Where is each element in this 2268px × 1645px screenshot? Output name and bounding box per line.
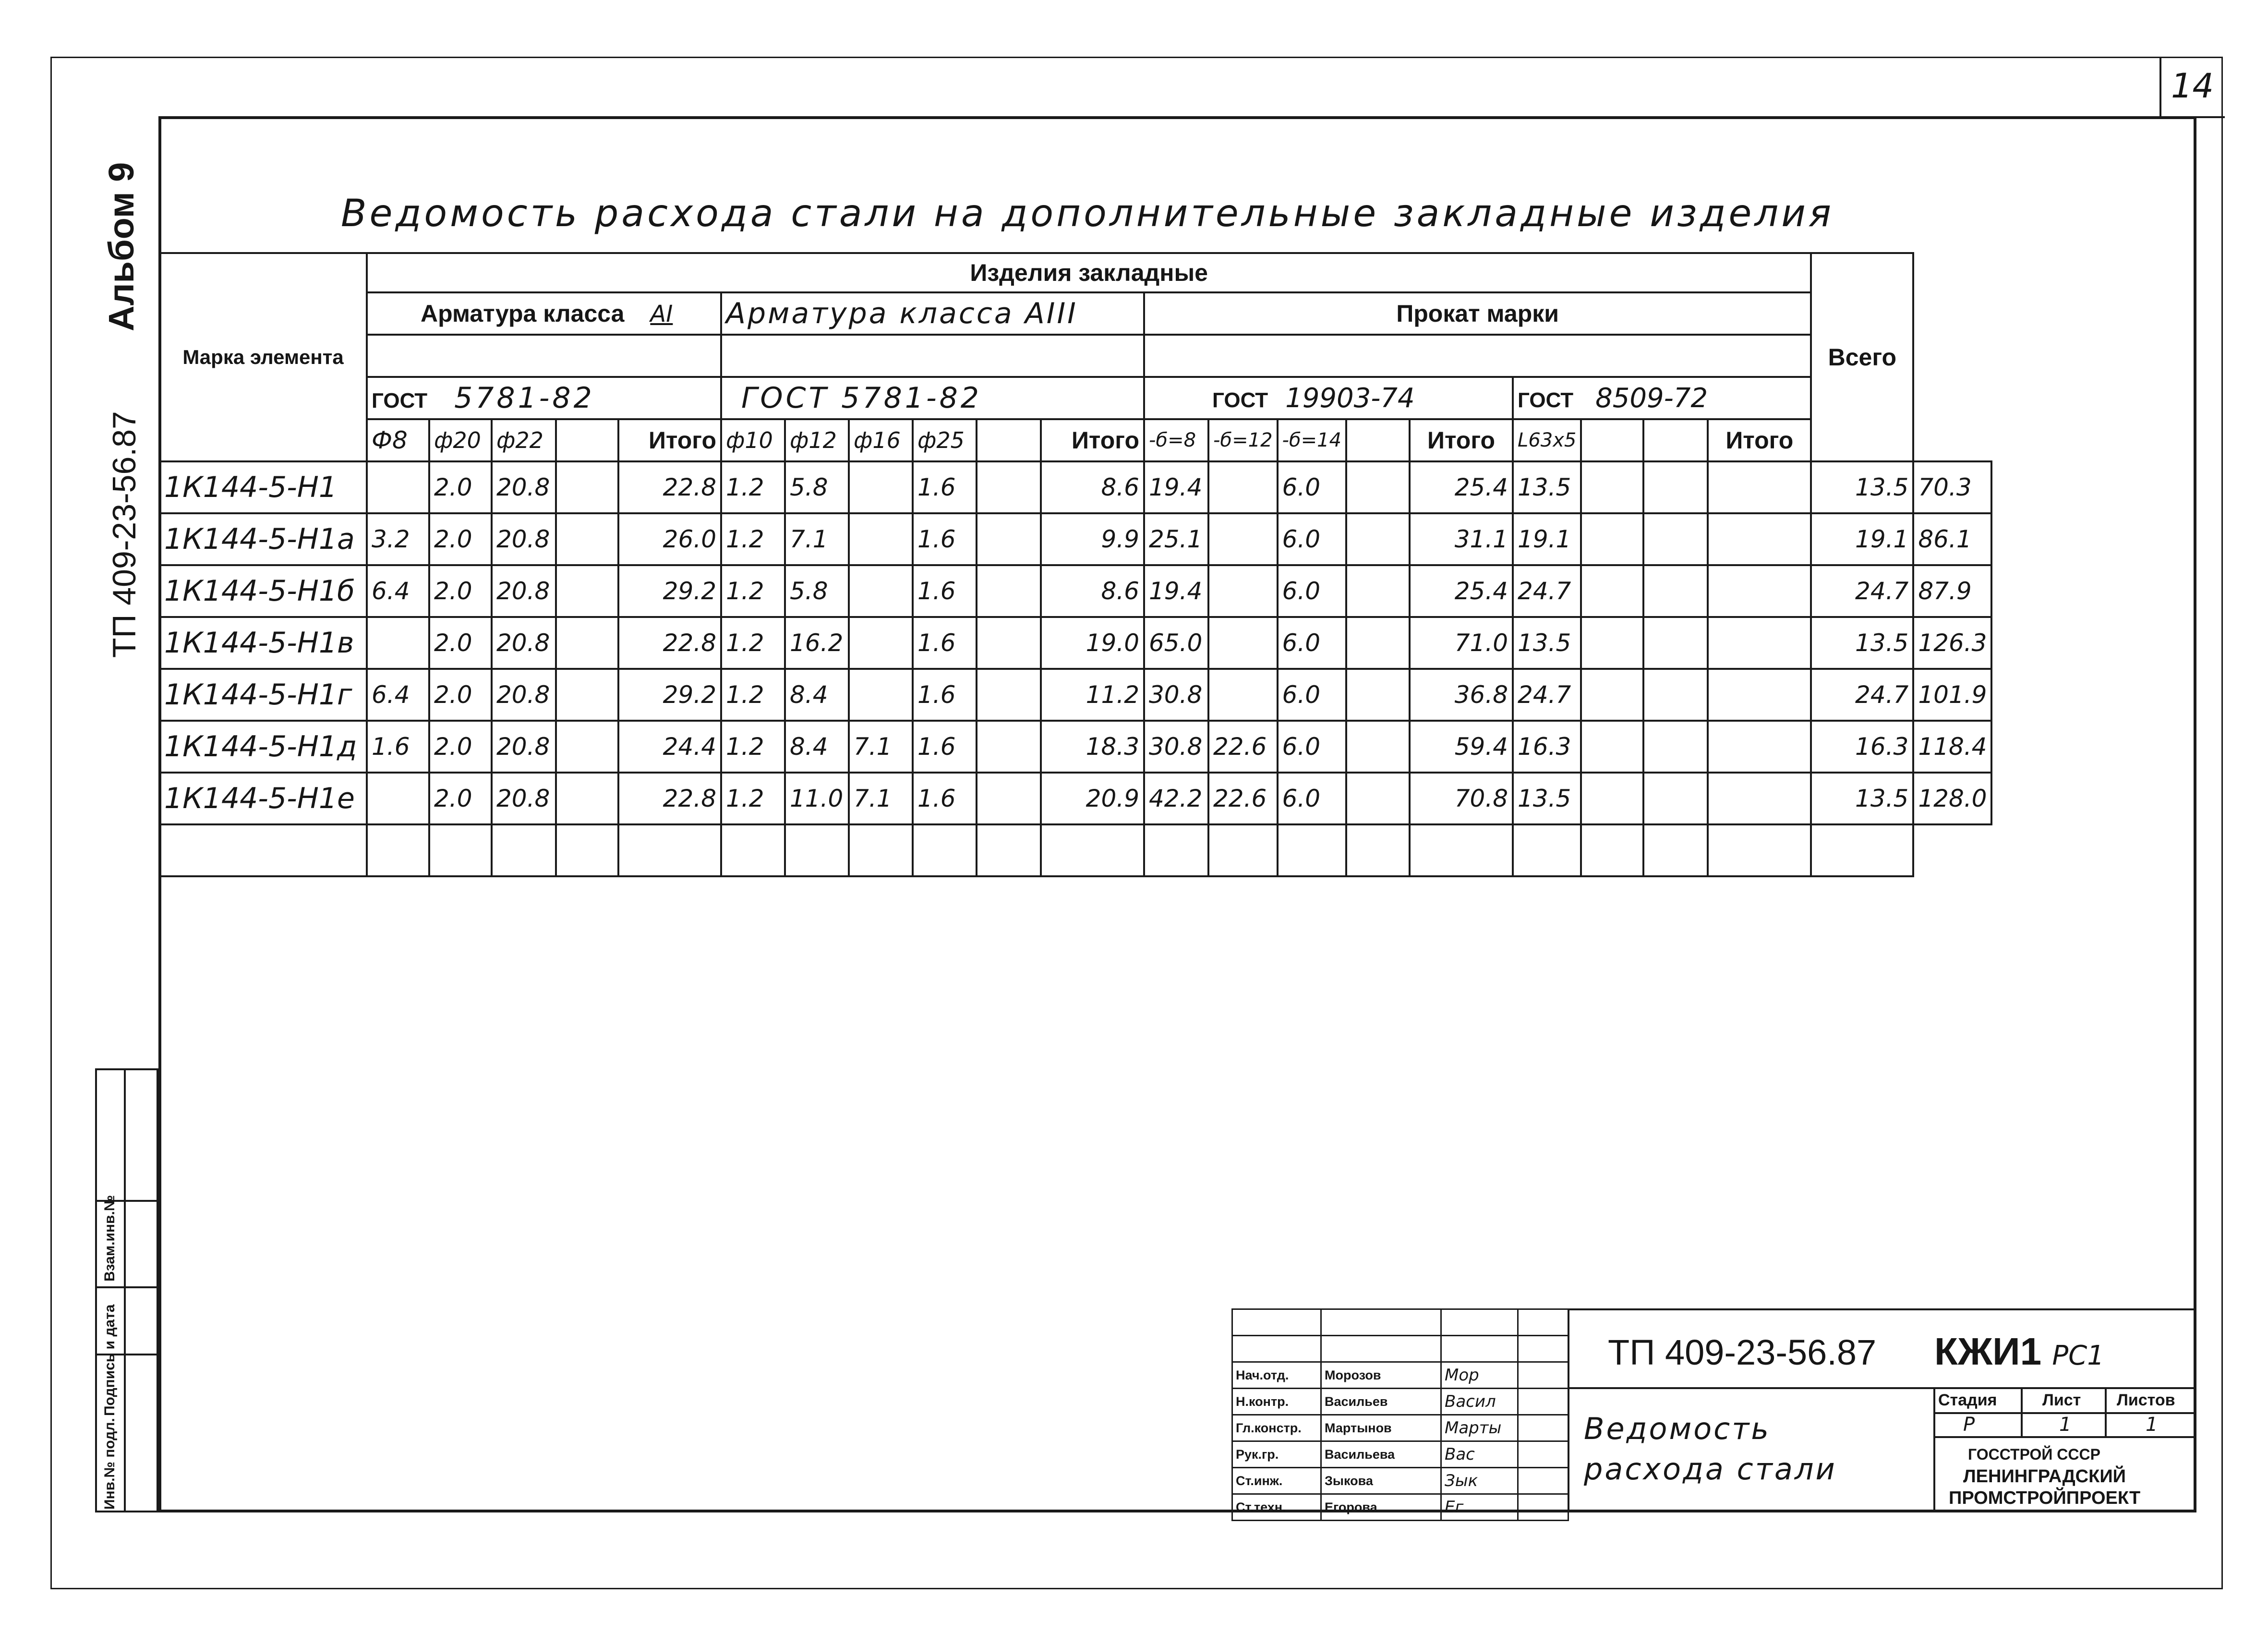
- table-cell: 22.8: [618, 617, 721, 669]
- title-block-person-row: [1232, 1415, 1568, 1441]
- title-block-main: [1568, 1308, 2196, 1512]
- table-cell: [849, 513, 913, 565]
- table-cell: 1.6: [913, 669, 977, 721]
- person-role: Нач.отд.: [1232, 1362, 1321, 1389]
- table-cell: 25.4: [1410, 461, 1513, 513]
- table-cell: 6.0: [1278, 617, 1347, 669]
- table-cell: 20.8: [492, 565, 556, 617]
- person-role: Рук.гр.: [1232, 1441, 1321, 1468]
- table-cell: 20.8: [492, 513, 556, 565]
- table-cell: 1.6: [913, 721, 977, 773]
- table-cell: 24.4: [618, 721, 721, 773]
- sheet-number-box: [2159, 57, 2225, 118]
- table-cell: [1346, 669, 1410, 721]
- table-cell: 13.5: [1811, 773, 1913, 824]
- side-stamp: [95, 1068, 158, 1512]
- table-cell: 1.6: [913, 565, 977, 617]
- table-cell: 1.6: [367, 721, 429, 773]
- table-cell: 31.1: [1410, 513, 1513, 565]
- row-mark: 1К144-5-Н1г: [159, 669, 367, 721]
- table-cell: 24.7: [1811, 669, 1913, 721]
- table-cell: 7.1: [849, 721, 913, 773]
- title-block-people: [1231, 1308, 1569, 1521]
- title-block-person-row: [1232, 1389, 1568, 1415]
- table-row: [159, 669, 1991, 721]
- table-cell: 2.0: [429, 669, 492, 721]
- table-row: [159, 721, 1991, 773]
- table-cell: [849, 669, 913, 721]
- table-cell: [1708, 513, 1811, 565]
- table-cell: [1346, 721, 1410, 773]
- stage-value: Р: [1963, 1414, 1975, 1436]
- table-cell: 5.8: [785, 461, 849, 513]
- table-cell: 24.7: [1513, 669, 1581, 721]
- table-cell: 11.0: [785, 773, 849, 824]
- table-cell: [1208, 565, 1278, 617]
- title-block-person-row: [1232, 1468, 1568, 1494]
- table-cell: [977, 617, 1041, 669]
- table-cell: [849, 565, 913, 617]
- table-cell: [977, 721, 1041, 773]
- table-cell: [1643, 773, 1708, 824]
- person-sign: Мор: [1441, 1362, 1518, 1389]
- table-cell: [1708, 773, 1811, 824]
- table-cell: 30.8: [1144, 721, 1208, 773]
- table-cell: [1643, 617, 1708, 669]
- subheader-row: Ф8 ф20 ф22 Итого ф10 ф12 ф16 ф25 Итого -б=8 -б=12 -б=14 Итого L63х5 Итого: [159, 419, 1991, 461]
- table-cell: [1643, 461, 1708, 513]
- table-cell: [1581, 565, 1643, 617]
- table-cell: [849, 617, 913, 669]
- table-cell: [1208, 461, 1278, 513]
- table-cell: 18.3: [1041, 721, 1144, 773]
- org-line-2: ЛЕНИНГРАДСКИЙ: [1963, 1466, 2126, 1487]
- table-cell: 2.0: [429, 461, 492, 513]
- person-sign: Марты: [1441, 1415, 1518, 1441]
- table-cell: 9.9: [1041, 513, 1144, 565]
- table-cell: 70.8: [1410, 773, 1513, 824]
- table-cell: [1708, 565, 1811, 617]
- table-cell: 5.8: [785, 565, 849, 617]
- person-name: Васильева: [1321, 1441, 1441, 1468]
- drawing-mark: КЖИ1 РС1: [1934, 1330, 2104, 1373]
- table-cell: [977, 669, 1041, 721]
- table-cell: 1.6: [913, 617, 977, 669]
- sheet-title: Ведомость расхода стали на дополнительные закладные изделия: [341, 192, 1834, 235]
- table-cell: 1.2: [721, 513, 785, 565]
- g2-title: Арматура класса АIII: [721, 292, 1144, 335]
- table-cell: 20.8: [492, 617, 556, 669]
- table-cell: [1708, 617, 1811, 669]
- table-cell: 16.3: [1811, 721, 1913, 773]
- table-cell: [1346, 773, 1410, 824]
- table-row: [159, 565, 1991, 617]
- table-cell: 1.2: [721, 721, 785, 773]
- stamp-vzam-inv: Взам.инв.№: [102, 1195, 118, 1282]
- g1-title: Арматура класса АI: [367, 292, 721, 335]
- table-cell: 2.0: [429, 773, 492, 824]
- table-cell: [1581, 721, 1643, 773]
- title-block-person-row: [1232, 1494, 1568, 1521]
- table-row: [159, 513, 1991, 565]
- person-name: Васильев: [1321, 1389, 1441, 1415]
- table-cell: 19.4: [1144, 461, 1208, 513]
- table-cell: [1346, 617, 1410, 669]
- table-cell: 1.2: [721, 461, 785, 513]
- table-cell: 19.1: [1513, 513, 1581, 565]
- table-cell: [556, 773, 618, 824]
- table-cell: 16.3: [1513, 721, 1581, 773]
- col-marka-header: Марка элемента: [159, 253, 367, 461]
- row-mark: 1К144-5-Н1б: [159, 565, 367, 617]
- table-cell: [1581, 513, 1643, 565]
- row-total: 118.4: [1913, 721, 1991, 773]
- table-cell: 1.6: [913, 513, 977, 565]
- table-cell: 6.4: [367, 669, 429, 721]
- table-row: [159, 773, 1991, 824]
- table-cell: [977, 461, 1041, 513]
- sheet-label: Лист: [2042, 1391, 2081, 1409]
- table-cell: [849, 461, 913, 513]
- table-cell: [1643, 565, 1708, 617]
- table-cell: 2.0: [429, 721, 492, 773]
- table-cell: 19.1: [1811, 513, 1913, 565]
- person-name: Зыкова: [1321, 1468, 1441, 1494]
- person-role: Ст.техн.: [1232, 1494, 1321, 1521]
- table-cell: 22.8: [618, 461, 721, 513]
- stamp-inv-podl: Инв.№ подл.: [102, 1418, 118, 1510]
- table-cell: [367, 773, 429, 824]
- org-line-1: ГОССТРОЙ СССР: [1968, 1446, 2100, 1463]
- table-cell: 20.8: [492, 461, 556, 513]
- person-sign: Ег: [1441, 1494, 1518, 1521]
- table-cell: 6.0: [1278, 721, 1347, 773]
- table-cell: [1581, 773, 1643, 824]
- table-cell: 22.6: [1208, 773, 1278, 824]
- table-cell: [1208, 617, 1278, 669]
- row-mark: 1К144-5-Н1а: [159, 513, 367, 565]
- table-cell: [556, 565, 618, 617]
- table-cell: [367, 461, 429, 513]
- table-cell: 24.7: [1513, 565, 1581, 617]
- row-mark: 1К144-5-Н1д: [159, 721, 367, 773]
- stage-label: Стадия: [1938, 1391, 1997, 1409]
- table-cell: 36.8: [1410, 669, 1513, 721]
- table-cell: [1581, 669, 1643, 721]
- table-cell: 8.6: [1041, 461, 1144, 513]
- group-header: Изделия закладные: [367, 253, 1811, 292]
- g1-gost: ГОСТ 5781-82: [367, 377, 721, 419]
- sheets-value: 1: [2146, 1414, 2158, 1436]
- table-cell: 59.4: [1410, 721, 1513, 773]
- stamp-signature-date: Подпись и дата: [102, 1304, 118, 1416]
- table-cell: 11.2: [1041, 669, 1144, 721]
- table-cell: 3.2: [367, 513, 429, 565]
- album-label: Альбом 9: [101, 162, 141, 331]
- table-cell: 2.0: [429, 565, 492, 617]
- row-mark: 1К144-5-Н1в: [159, 617, 367, 669]
- table-cell: [1208, 669, 1278, 721]
- table-cell: 20.8: [492, 669, 556, 721]
- table-cell: 13.5: [1513, 617, 1581, 669]
- table-cell: 8.4: [785, 721, 849, 773]
- table-cell: [1708, 721, 1811, 773]
- row-total: 87.9: [1913, 565, 1991, 617]
- data-rows: [159, 461, 1991, 876]
- table-cell: 22.8: [618, 773, 721, 824]
- table-cell: 13.5: [1513, 461, 1581, 513]
- col-total-header: Всего: [1811, 253, 1913, 461]
- row-total: 70.3: [1913, 461, 1991, 513]
- row-total: 86.1: [1913, 513, 1991, 565]
- table-cell: 8.4: [785, 669, 849, 721]
- table-cell: 30.8: [1144, 669, 1208, 721]
- org-line-3: ПРОМСТРОЙПРОЕКТ: [1949, 1488, 2141, 1508]
- g3-title: Прокат марки: [1144, 292, 1811, 335]
- g1-class: АI: [650, 301, 673, 327]
- table-cell: 19.0: [1041, 617, 1144, 669]
- table-cell: 13.5: [1811, 461, 1913, 513]
- table-cell: 8.6: [1041, 565, 1144, 617]
- table-cell: [977, 513, 1041, 565]
- sheet-value: 1: [2059, 1414, 2072, 1436]
- table-cell: 1.6: [913, 773, 977, 824]
- g3a-gost: ГОСТ 19903-74: [1144, 377, 1513, 419]
- table-cell: [1346, 461, 1410, 513]
- table-cell: 22.6: [1208, 721, 1278, 773]
- person-role: Ст.инж.: [1232, 1468, 1321, 1494]
- table-cell: [1708, 461, 1811, 513]
- table-cell: 2.0: [429, 513, 492, 565]
- table-cell: [1581, 617, 1643, 669]
- person-role: Гл.констр.: [1232, 1415, 1321, 1441]
- table-cell: [556, 721, 618, 773]
- table-cell: [556, 513, 618, 565]
- table-cell: 25.1: [1144, 513, 1208, 565]
- table-row-empty: [159, 824, 1991, 876]
- table-cell: 13.5: [1811, 617, 1913, 669]
- table-cell: 6.0: [1278, 773, 1347, 824]
- sheet-number: 14: [2171, 66, 2214, 106]
- table-cell: 7.1: [785, 513, 849, 565]
- table-cell: 6.0: [1278, 513, 1347, 565]
- row-mark: 1К144-5-Н1е: [159, 773, 367, 824]
- row-total: 128.0: [1913, 773, 1991, 824]
- table-cell: 65.0: [1144, 617, 1208, 669]
- table-cell: 1.2: [721, 617, 785, 669]
- table-cell: [556, 617, 618, 669]
- table-cell: [556, 461, 618, 513]
- person-name: Морозов: [1321, 1362, 1441, 1389]
- g3b-gost: ГОСТ 8509-72: [1513, 377, 1811, 419]
- table-cell: [1208, 513, 1278, 565]
- person-role: Н.контр.: [1232, 1389, 1321, 1415]
- g2-gost: ГОСТ 5781-82: [721, 377, 1144, 419]
- table-cell: 20.9: [1041, 773, 1144, 824]
- table-cell: 26.0: [618, 513, 721, 565]
- table-cell: [1581, 461, 1643, 513]
- sheets-label: Листов: [2117, 1391, 2175, 1409]
- doc-code: ТП 409-23-56.87: [1608, 1332, 1877, 1372]
- table-cell: 1.2: [721, 773, 785, 824]
- table-cell: [977, 773, 1041, 824]
- table-cell: 6.0: [1278, 669, 1347, 721]
- table-cell: 2.0: [429, 617, 492, 669]
- table-cell: [977, 565, 1041, 617]
- person-sign: Вас: [1441, 1441, 1518, 1468]
- table-cell: 19.4: [1144, 565, 1208, 617]
- person-sign: Зык: [1441, 1468, 1518, 1494]
- table-cell: 1.6: [913, 461, 977, 513]
- table-cell: 13.5: [1513, 773, 1581, 824]
- title-block-person-row: [1232, 1362, 1568, 1389]
- table-cell: 24.7: [1811, 565, 1913, 617]
- steel-table: [158, 252, 1992, 877]
- table-cell: [367, 617, 429, 669]
- person-sign: Васил: [1441, 1389, 1518, 1415]
- title-block-person-row: [1232, 1441, 1568, 1468]
- table-cell: 20.8: [492, 773, 556, 824]
- table-cell: 6.0: [1278, 565, 1347, 617]
- table-cell: [1346, 565, 1410, 617]
- table-cell: 7.1: [849, 773, 913, 824]
- table-row: [159, 617, 1991, 669]
- table-cell: 42.2: [1144, 773, 1208, 824]
- table-cell: 6.4: [367, 565, 429, 617]
- table-cell: 1.2: [721, 565, 785, 617]
- side-doc-code: ТП 409-23-56.87: [106, 411, 143, 658]
- table-cell: [1708, 669, 1811, 721]
- table-cell: 20.8: [492, 721, 556, 773]
- person-name: Мартынов: [1321, 1415, 1441, 1441]
- table-cell: 6.0: [1278, 461, 1347, 513]
- table-cell: [556, 669, 618, 721]
- row-mark: 1К144-5-Н1: [159, 461, 367, 513]
- row-total: 101.9: [1913, 669, 1991, 721]
- sheet-name: Ведомость расхода стали: [1584, 1411, 1837, 1487]
- person-name: Егорова: [1321, 1494, 1441, 1521]
- table-cell: [1643, 721, 1708, 773]
- table-cell: 71.0: [1410, 617, 1513, 669]
- table-cell: 29.2: [618, 669, 721, 721]
- table-cell: [1643, 513, 1708, 565]
- table-cell: [1643, 669, 1708, 721]
- table-cell: 16.2: [785, 617, 849, 669]
- row-total: 126.3: [1913, 617, 1991, 669]
- table-row: [159, 461, 1991, 513]
- table-cell: 25.4: [1410, 565, 1513, 617]
- table-cell: [1346, 513, 1410, 565]
- table-cell: 29.2: [618, 565, 721, 617]
- table-cell: 1.2: [721, 669, 785, 721]
